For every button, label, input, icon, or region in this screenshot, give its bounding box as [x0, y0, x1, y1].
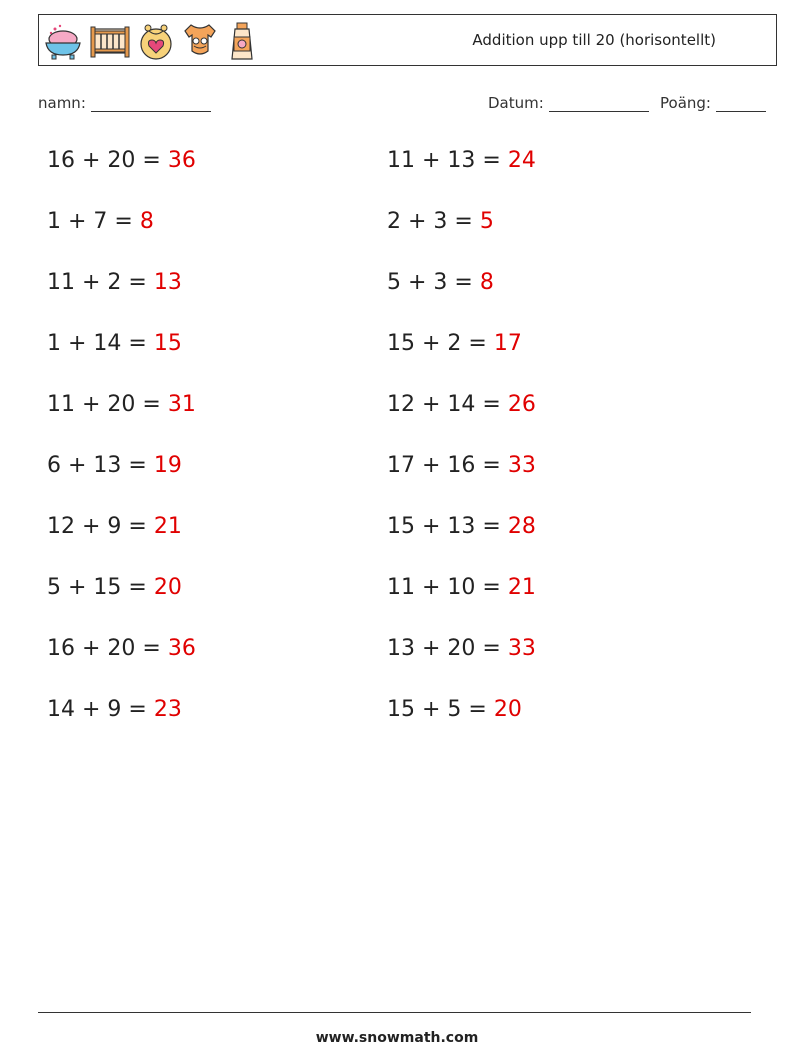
problem-answer: 23	[153, 697, 182, 722]
problem-expression: 15 + 5 =	[387, 697, 487, 722]
problem-answer: 28	[507, 514, 536, 539]
problem-answer: 8	[479, 270, 494, 295]
problem-expression: 12 + 14 =	[387, 392, 501, 417]
problem-item	[47, 636, 196, 661]
baby-bath-icon	[43, 21, 83, 61]
problem-item	[47, 209, 154, 234]
problem-expression: 14 + 9 =	[47, 697, 147, 722]
problem-answer: 20	[493, 697, 522, 722]
problem-item	[387, 453, 536, 478]
problem-item	[47, 697, 182, 722]
problem-expression: 11 + 20 =	[47, 392, 161, 417]
problem-answer: 13	[153, 270, 182, 295]
problem-answer: 21	[153, 514, 182, 539]
problem-answer: 20	[153, 575, 182, 600]
footer-url: www.snowmath.com	[315, 1030, 479, 1046]
problem-expression: 15 + 2 =	[387, 331, 487, 356]
problem-expression: 15 + 13 =	[387, 514, 501, 539]
date-field[interactable]	[488, 94, 649, 112]
problem-answer: 17	[493, 331, 522, 356]
problem-answer: 36	[167, 148, 196, 173]
problem-expression: 12 + 9 =	[47, 514, 147, 539]
problem-answer: 36	[167, 636, 196, 661]
score-label: Poäng:	[660, 94, 711, 112]
worksheet-header	[38, 14, 777, 66]
problem-answer: 21	[507, 575, 536, 600]
problem-item	[387, 148, 536, 173]
date-blank[interactable]	[549, 97, 649, 112]
problem-expression: 6 + 13 =	[47, 453, 147, 478]
score-field[interactable]	[660, 94, 766, 112]
name-label: namn:	[38, 94, 86, 112]
problem-item	[387, 270, 494, 295]
problem-expression: 13 + 20 =	[387, 636, 501, 661]
problem-answer: 8	[139, 209, 154, 234]
name-field[interactable]	[38, 94, 211, 112]
problem-answer: 19	[153, 453, 182, 478]
problem-expression: 2 + 3 =	[387, 209, 473, 234]
problem-item	[47, 514, 182, 539]
score-blank[interactable]	[716, 97, 766, 112]
problem-answer: 33	[507, 453, 536, 478]
problem-item	[387, 636, 536, 661]
problem-item	[387, 331, 522, 356]
problem-item	[387, 575, 536, 600]
bodysuit-icon	[181, 21, 219, 61]
header-icons	[43, 19, 259, 63]
problem-expression: 5 + 15 =	[47, 575, 147, 600]
problem-expression: 17 + 16 =	[387, 453, 501, 478]
problem-expression: 1 + 14 =	[47, 331, 147, 356]
problem-answer: 26	[507, 392, 536, 417]
crib-icon	[89, 21, 131, 61]
worksheet-title: Addition upp till 20 (horisontellt)	[472, 31, 716, 49]
problem-answer: 15	[153, 331, 182, 356]
problem-item	[387, 209, 494, 234]
problem-item	[47, 331, 182, 356]
name-blank[interactable]	[91, 97, 211, 112]
problem-item	[47, 392, 196, 417]
problem-item	[387, 514, 536, 539]
problem-expression: 16 + 20 =	[47, 148, 161, 173]
problem-expression: 11 + 10 =	[387, 575, 501, 600]
problem-item	[47, 453, 182, 478]
problem-expression: 5 + 3 =	[387, 270, 473, 295]
problem-answer: 24	[507, 148, 536, 173]
problem-expression: 16 + 20 =	[47, 636, 161, 661]
footer-divider	[38, 1012, 751, 1013]
problem-expression: 1 + 7 =	[47, 209, 133, 234]
problem-item	[387, 697, 522, 722]
date-label: Datum:	[488, 94, 544, 112]
problem-expression: 11 + 13 =	[387, 148, 501, 173]
problem-expression: 11 + 2 =	[47, 270, 147, 295]
problem-item	[387, 392, 536, 417]
baby-bib-icon	[137, 21, 175, 61]
problem-answer: 31	[167, 392, 196, 417]
problem-item	[47, 270, 182, 295]
problem-answer: 33	[507, 636, 536, 661]
problem-answer: 5	[479, 209, 494, 234]
problem-item	[47, 148, 196, 173]
problem-item	[47, 575, 182, 600]
baby-lotion-icon	[225, 21, 259, 61]
